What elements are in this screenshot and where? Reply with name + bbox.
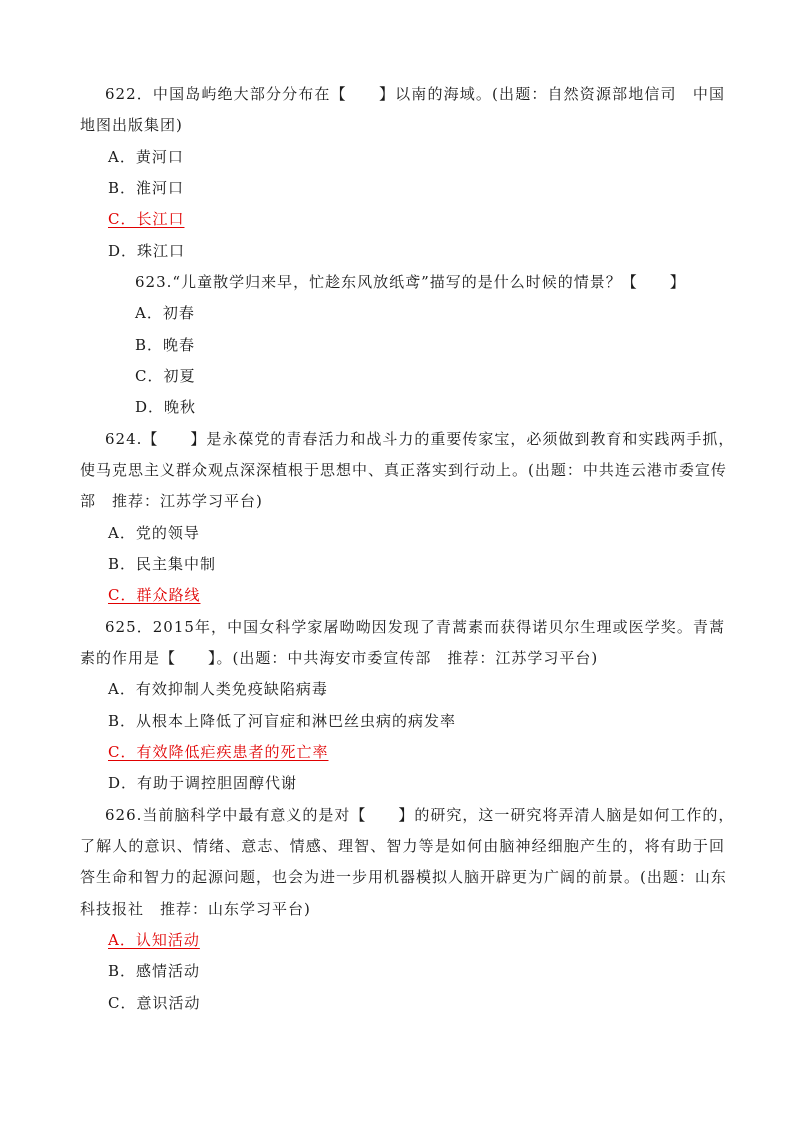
question-622-option-c-answer: C．长江口: [108, 210, 185, 228]
question-623-option-a-answer: A．初春: [135, 304, 195, 322]
question-624-option-c-answer: C．群众路线: [108, 586, 201, 604]
question-624-stem-line-1: 624.【 】是永葆党的青春活力和战斗力的重要传家宝，必须做到教育和实践两手抓，: [105, 430, 735, 448]
question-623-option-c: C．初夏: [135, 367, 196, 385]
question-626-stem-line-2: 了解人的意识、情绪、意志、情感、理智、智力等是如何由脑神经细胞产生的，将有助于回: [80, 837, 725, 855]
question-622-option-a: A．黄河口: [108, 148, 184, 166]
question-626-option-a-answer: A．认知活动: [108, 931, 200, 949]
question-625-option-a: A．有效抑制人类免疫缺陷病毒: [108, 680, 328, 698]
question-626-stem-line-4: 科技报社 推荐：山东学习平台): [80, 900, 311, 918]
question-625-stem-line-1: 625．2015年，中国女科学家屠呦呦因发现了青蒿素而获得诺贝尔生理或医学奖。青蒿: [105, 618, 725, 636]
question-625-option-c-answer: C．有效降低疟疾患者的死亡率: [108, 743, 329, 761]
question-623-stem-line-1: 623.“儿童散学归来早，忙趁东风放纸鸢”描写的是什么时候的情景？【 】: [135, 273, 686, 291]
question-626-option-c: C．意识活动: [108, 994, 201, 1012]
question-622-option-d: D．珠江口: [108, 242, 186, 260]
question-625-stem-line-2: 素的作用是【 】。(出题：中共海安市委宣传部 推荐：江苏学习平台): [80, 649, 599, 667]
question-624-option-b: B．民主集中制: [108, 555, 217, 573]
question-622-stem-line-1: 622．中国岛屿绝大部分分布在【 】以南的海域。(出题：自然资源部地信司 中国: [105, 85, 725, 103]
question-626-stem-line-3: 答生命和智力的起源问题，也会为进一步用机器模拟人脑开辟更为广阔的前景。(出题：山东: [80, 868, 727, 886]
question-622-stem-line-2: 地图出版集团): [80, 116, 183, 134]
question-624-stem-line-2: 使马克思主义群众观点深深植根于思想中、真正落实到行动上。(出题：中共连云港市委宣传: [80, 461, 727, 479]
question-624-option-a: A．党的领导: [108, 524, 200, 542]
question-623-option-d: D．晚秋: [135, 398, 197, 416]
question-623-option-b: B．晚春: [135, 336, 196, 354]
question-626-stem-line-1: 626.当前脑科学中最有意义的是对【 】的研究，这一研究将弄清人脑是如何工作的，: [105, 806, 735, 824]
question-624-stem-line-3: 部 推荐：江苏学习平台): [80, 492, 263, 510]
question-625-option-d: D．有助于调控胆固醇代谢: [108, 774, 298, 792]
question-626-option-b: B．感情活动: [108, 962, 201, 980]
question-622-option-b: B．淮河口: [108, 179, 185, 197]
question-625-option-b: B．从根本上降低了河盲症和淋巴丝虫病的病发率: [108, 712, 457, 730]
